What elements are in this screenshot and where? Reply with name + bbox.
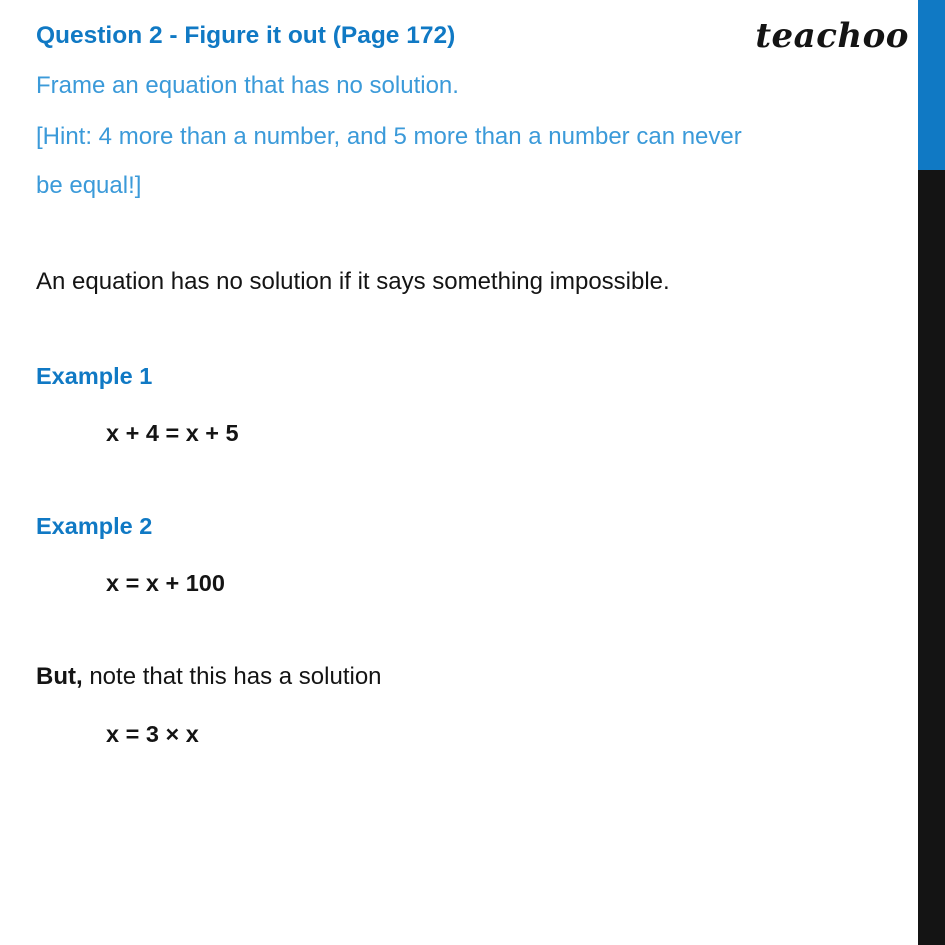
question-prompt: Frame an equation that has no solution. — [36, 71, 459, 99]
right-edge-blue-bar — [918, 0, 945, 170]
question-title: Question 2 - Figure it out (Page 172) — [36, 22, 456, 49]
answer-note-equation: x = 3 × x — [106, 721, 199, 748]
teachoo-logo: teachoo — [755, 16, 909, 56]
question-hint-line-2: be equal!] — [36, 172, 142, 200]
answer-note-bold: But, — [36, 663, 83, 691]
question-hint-line-1: [Hint: 4 more than a number, and 5 more than a number can never — [36, 122, 742, 150]
example-1-heading: Example 1 — [36, 363, 153, 390]
example-2-heading: Example 2 — [36, 513, 153, 540]
example-2-equation: x = x + 100 — [106, 570, 225, 597]
example-1-equation: x + 4 = x + 5 — [106, 420, 239, 447]
answer-intro: An equation has no solution if it says something impossible. — [36, 268, 670, 296]
answer-note — [36, 663, 880, 691]
answer-note-rest: note that this has a solution — [82, 663, 382, 691]
